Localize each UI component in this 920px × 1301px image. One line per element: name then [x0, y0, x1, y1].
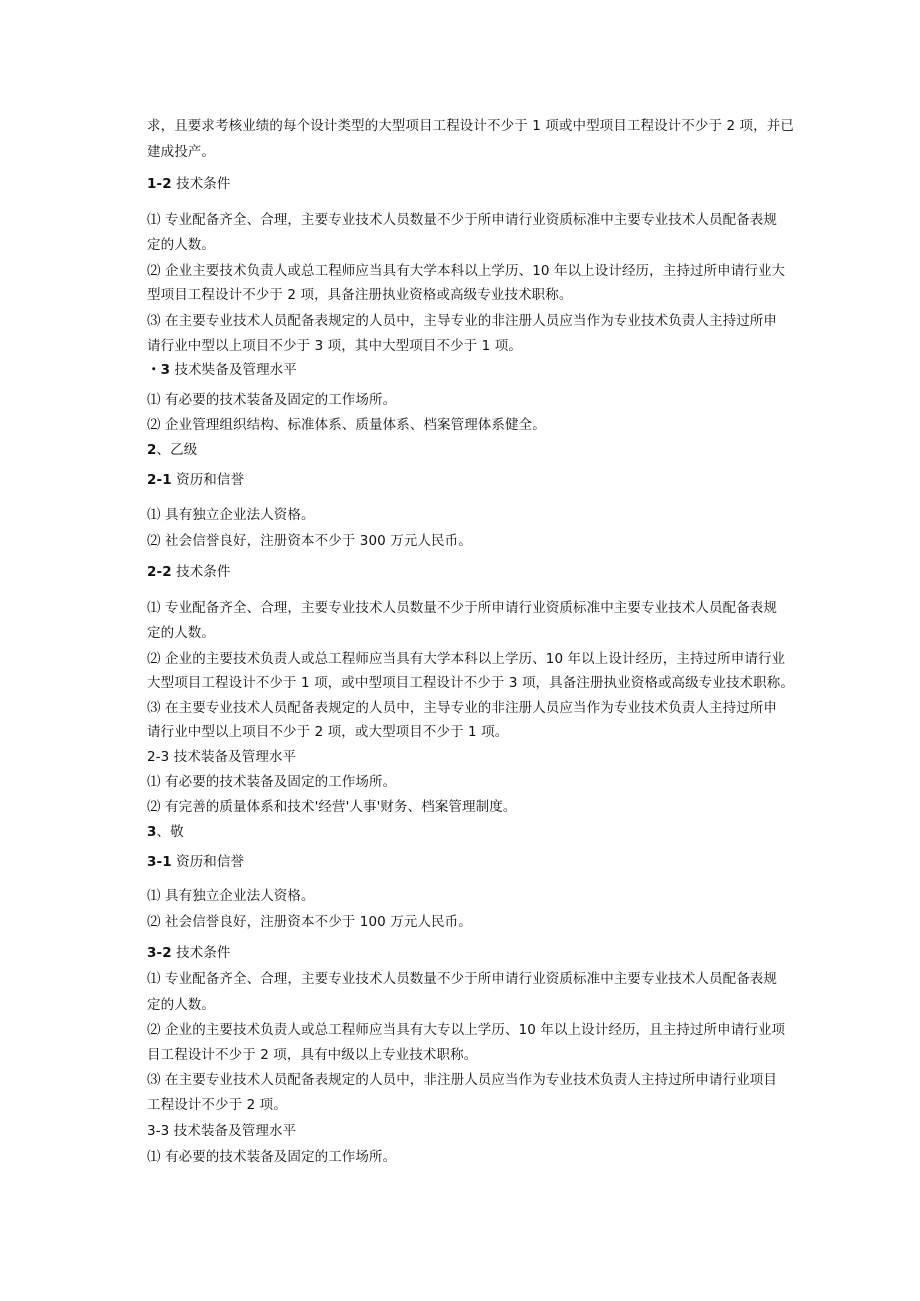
section-title: 、敬	[156, 824, 184, 840]
paragraph-line: ⑴ 有必要的技术装备及固定的工作场所。	[147, 392, 397, 408]
paragraph-line: 工程设计不少于 2 项。	[147, 1097, 287, 1113]
section-title: 、乙级	[156, 442, 198, 458]
paragraph-line: 定的人数。	[147, 625, 215, 641]
paragraph-line: 求，且要求考核业绩的每个设计类型的大型项目工程设计不少于 1 项或中型项目工程设计不少于 2 项，并已	[147, 118, 794, 134]
section-heading	[147, 853, 787, 871]
section-heading	[147, 175, 787, 193]
section-heading	[147, 361, 787, 379]
section-number: 3	[147, 824, 157, 840]
paragraph-line: ⑵ 企业的主要技术负责人或总工程师应当具有大专以上学历、10 年以上设计经历，且主持过所申请行业项	[147, 1022, 786, 1038]
section-number: 1-2	[147, 176, 172, 192]
section-title: 技术条件	[171, 564, 231, 580]
section-heading	[147, 944, 787, 962]
section-heading	[147, 563, 787, 581]
paragraph-line: ⑴ 专业配备齐全、合理，主要专业技术人员数量不少于所申请行业资质标准中主要专业技术人员配备表规	[147, 600, 777, 616]
paragraph-line: 2-3 技术装备及管理水平	[147, 749, 297, 765]
paragraph-line: ⑴ 有必要的技术装备及固定的工作场所。	[147, 1149, 397, 1165]
section-heading	[147, 823, 787, 841]
section-heading	[147, 471, 787, 489]
paragraph-line: ⑴ 具有独立企业法人资格。	[147, 507, 315, 523]
paragraph-line: 定的人数。	[147, 997, 215, 1013]
paragraph-line: ⑵ 社会信誉良好，注册资本不少于 100 万元人民币。	[147, 914, 472, 930]
paragraph-line: ⑴ 专业配备齐全、合理，主要专业技术人员数量不少于所申请行业资质标准中主要专业技术人员配备表规	[147, 971, 777, 987]
paragraph-line: 请行业中型以上项目不少于 3 项，其中大型项目不少于 1 项。	[147, 338, 522, 354]
paragraph-line: 定的人数。	[147, 237, 215, 253]
paragraph-line: ⑴ 专业配备齐全、合理，主要专业技术人员数量不少于所申请行业资质标准中主要专业技术人员配备表规	[147, 212, 777, 228]
paragraph-line: ⑶ 在主要专业技术人员配备表规定的人员中，非注册人员应当作为专业技术负责人主持过所申请行业项目	[147, 1072, 777, 1088]
paragraph-line: 3-3 技术装备及管理水平	[147, 1123, 297, 1139]
section-number: 2-2	[147, 564, 172, 580]
paragraph-line: ⑵ 企业主要技术负责人或总工程师应当具有大学本科以上学历、10 年以上设计经历，主持过所申请行业大	[147, 263, 786, 279]
paragraph-line: ⑶ 在主要专业技术人员配备表规定的人员中，主导专业的非注册人员应当作为专业技术负责人主持过所申	[147, 700, 777, 716]
paragraph-line: ⑵ 有完善的质量体系和技术'经营'人事'财务、档案管理制度。	[147, 799, 517, 815]
section-number: ・3	[147, 362, 171, 378]
section-title: 技术奘备及管理水平	[170, 362, 297, 378]
paragraph-line: 大型项目工程设计不少于 1 项，或中型项目工程设计不少于 3 项，具备注册执业资格或高级专业技术职称。	[147, 675, 794, 691]
section-title: 技术条件	[171, 176, 231, 192]
paragraph-line: ⑵ 企业的主要技术负责人或总工程师应当具有大学本科以上学历、10 年以上设计经历，主持过所申请行业	[147, 651, 786, 667]
section-title: 资历和信誉	[171, 854, 245, 870]
section-heading	[147, 441, 787, 459]
section-number: 3-2	[147, 945, 172, 961]
paragraph-line: 建成投产。	[147, 144, 215, 160]
section-number: 2	[147, 442, 157, 458]
paragraph-line: 请行业中型以上项目不少于 2 项，或大型项目不少于 1 项。	[147, 724, 509, 740]
section-number: 2-1	[147, 472, 172, 488]
paragraph-line: ⑶ 在主要专业技术人员配备表规定的人员中，主导专业的非注册人员应当作为专业技术负责人主持过所申	[147, 313, 777, 329]
paragraph-line: ⑴ 具有独立企业法人资格。	[147, 888, 315, 904]
paragraph-line: ⑴ 有必要的技术装备及固定的工作场所。	[147, 774, 397, 790]
section-number: 3-1	[147, 854, 172, 870]
paragraph-line: ⑵ 社会信誉良好，注册资本不少于 300 万元人民币。	[147, 533, 472, 549]
paragraph-line: ⑵ 企业管理组织结构、标准体系、质量体系、档案管理体系健全。	[147, 417, 546, 433]
paragraph-line: 目工程设计不少于 2 项，具有中级以上专业技术职称。	[147, 1047, 478, 1063]
section-title: 资历和信誉	[171, 472, 245, 488]
paragraph-line: 型项目工程设计不少于 2 项，具备注册执业资格或高级专业技术职称。	[147, 287, 573, 303]
section-title: 技术条件	[171, 945, 231, 961]
